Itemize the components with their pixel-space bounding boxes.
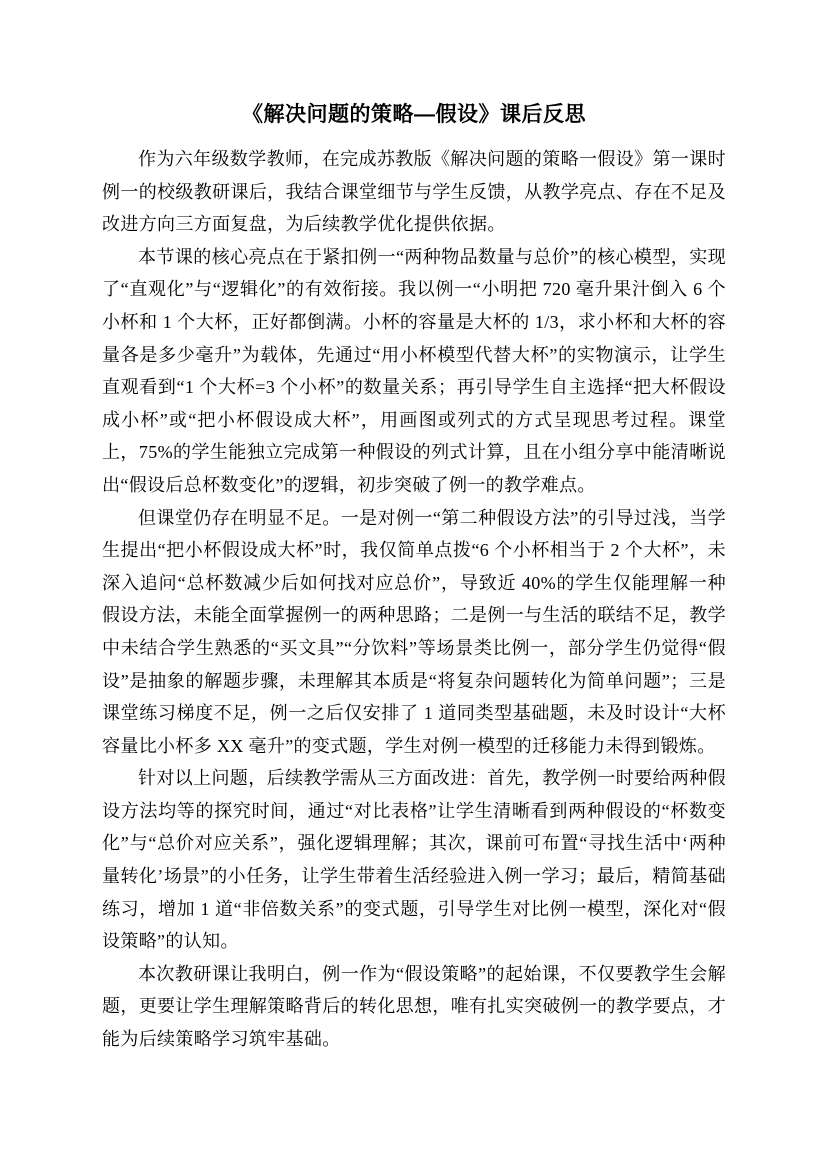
document-title: 《解决问题的策略—假设》课后反思 — [242, 103, 586, 126]
paragraph-conclusion: 本次教研课让我明白，例一作为“假设策略”的起始课，不仅要教学生会解题，更要让学生理解策略背后的转化思想，唯有扎实突破例一的教学要点，才能为后续策略学习筑牢基础。 — [102, 963, 726, 1050]
paragraph-shortcomings: 但课堂仍存在明显不足。一是对例一“第二种假设方法”的引导过浅，当学生提出“把小杯假设成大杯”时，我仅简单点拨“6 个小杯相当于 2 个大杯”，未深入追问“总杯数减少后如何找对应总价”，导致近 40%的学生仅能理解一种假设方法，未能全面掌握例一的两种思路；二是例一与生活的联结不足，教学中未结合学生熟悉的“买文具”“分饮料”等场景类比例一，部分学生仍觉得“假设”是抽象的解题步骤，未理解其本质是“将复杂问题转化为简单问题”；三是课堂练习梯度不足，例一之后仅安排了 1 道同类型基础题，未及时设计“大杯容量比小杯多 XX 毫升”的变式题，学生对例一模型的迁移能力未得到锻炼。 — [102, 507, 726, 756]
paragraph-intro: 作为六年级数学教师，在完成苏教版《解决问题的策略一假设》第一课时例一的校级教研课后，我结合课堂细节与学生反馈，从教学亮点、存在不足及改进方向三方面复盘，为后续教学优化提供依据。 — [102, 149, 726, 235]
document-content — [102, 100, 726, 1056]
paragraph-improvements: 针对以上问题，后续教学需从三方面改进：首先，教学例一时要给两种假设方法均等的探究时间，通过“对比表格”让学生清晰看到两种假设的“杯数变化”与“总价对应关系”，强化逻辑理解；其次，课前可布置“寻找生活中‘两种量转化’场景”的小任务，让学生带着生活经验进入例一学习；最后，精简基础练习，增加 1 道“非倍数关系”的变式题，引导学生对比例一模型，深化对“假设策略”的认知。 — [102, 768, 726, 952]
paragraph-highlights: 本节课的核心亮点在于紧扣例一“两种物品数量与总价”的核心模型，实现了“直观化”与“逻辑化”的有效衔接。我以例一“小明把 720 毫升果汁倒入 6 个小杯和 1 个大杯，正好都倒满。小杯的容量是大杯的 1/3，求小杯和大杯的容量各是多少毫升”为载体，先通过“用小杯模型代替大杯”的实物演示，让学生直观看到“1 个大杯=3 个小杯”的数量关系；再引导学生自主选择“把大杯假设成小杯”或“把小杯假设成大杯”，用画图或列式的方式呈现思考过程。课堂上，75%的学生能独立完成第一种假设的列式计算，且在小组分享中能清晰说出“假设后总杯数变化”的逻辑，初步突破了例一的教学难点。 — [102, 246, 726, 495]
